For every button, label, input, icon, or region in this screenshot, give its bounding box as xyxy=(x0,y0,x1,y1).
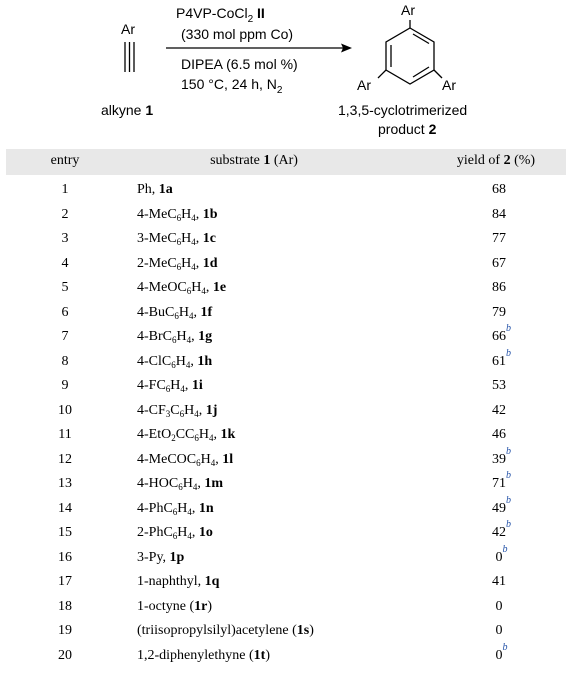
cell-yield: 66 b xyxy=(492,323,511,344)
catalyst-label: P4VP-CoCl$_2$ II xyxy=(176,5,265,25)
base-label: DIPEA (6.5 mol %) xyxy=(181,56,298,72)
cell-substrate: $4-BuC_6H_4$, 1f xyxy=(137,304,213,321)
cell-entry: 5 xyxy=(61,280,69,295)
cell-entry: 12 xyxy=(58,451,72,467)
cell-yield: 0 xyxy=(495,598,503,614)
header-yield: yield of 2 (%) xyxy=(456,153,536,168)
footnote-marker: b xyxy=(502,641,508,653)
cell-substrate: $4-ClC_6H_4$, 1h xyxy=(137,353,213,370)
cell-yield: 42 b xyxy=(492,519,511,540)
cell-entry: 8 xyxy=(61,353,69,369)
table-row xyxy=(6,373,566,398)
table-row xyxy=(6,520,566,545)
cell-substrate: $2-MeC_6H_4$, 1d xyxy=(137,255,218,272)
table-row xyxy=(6,422,566,447)
cell-yield: 84 xyxy=(492,206,506,222)
cell-substrate: $4-EtO_2CC_6H_4$, 1k xyxy=(137,427,236,443)
table-row xyxy=(6,349,566,374)
cell-yield: 77 xyxy=(492,231,506,246)
table-row xyxy=(6,251,566,276)
cell-yield: 86 xyxy=(492,280,506,295)
table-row xyxy=(6,275,566,300)
cell-substrate: $4-MeC_6H_4$, 1b xyxy=(137,206,218,223)
product-ar-left: Ar xyxy=(357,77,371,93)
cell-substrate: $2-PhC_6H_4$, 1o xyxy=(137,525,213,541)
table-row xyxy=(6,471,566,496)
header-substrate: substrate 1 (Ar) xyxy=(210,153,298,168)
catalyst-loading: (330 mol ppm Co) xyxy=(181,26,294,42)
cell-substrate: $3-MeC_6H_4$, 1c xyxy=(137,231,217,247)
cell-yield: 68 xyxy=(492,182,506,197)
alkyne-label: alkyne 1 xyxy=(101,102,154,118)
cell-yield: 0 b xyxy=(495,641,508,663)
table-row xyxy=(6,569,566,594)
cell-entry: 6 xyxy=(61,304,69,320)
cell-substrate: $4-BrC_6H_4$, 1g xyxy=(137,329,213,345)
footnote-marker: b xyxy=(506,445,511,457)
cell-entry: 9 xyxy=(61,378,69,393)
table-row xyxy=(6,300,566,325)
table-row xyxy=(6,496,566,521)
cell-yield: 41 xyxy=(492,574,506,589)
cell-substrate: $4-CF_3C_6H_4$, 1j xyxy=(137,402,218,419)
footnote-marker: b xyxy=(506,494,511,506)
cell-entry: 2 xyxy=(61,206,69,222)
cell-yield: 49 b xyxy=(492,494,511,516)
cell-entry: 19 xyxy=(58,623,72,638)
cell-substrate: $4-PhC_6H_4$, 1n xyxy=(137,500,214,517)
cell-entry: 13 xyxy=(58,476,72,491)
cell-substrate: $4-FC_6H_4$, 1i xyxy=(137,378,203,394)
cell-yield: 61 b xyxy=(492,347,511,369)
cell-yield: 39 b xyxy=(492,445,511,467)
cell-entry: 7 xyxy=(61,329,69,344)
cell-entry: 14 xyxy=(58,500,72,516)
product-label-line2: product 2 xyxy=(378,121,437,137)
cell-entry: 20 xyxy=(58,647,72,663)
header-entry: entry xyxy=(50,153,80,168)
table-body xyxy=(6,177,566,667)
table-row xyxy=(6,545,566,570)
cell-entry: 18 xyxy=(58,598,72,614)
alkyne-ar-label: Ar xyxy=(121,21,135,37)
cell-yield: 0 xyxy=(495,623,503,638)
triple-bond xyxy=(125,42,134,72)
cell-substrate: $4-MeCOC_6H_4$, 1l xyxy=(137,451,234,468)
product-ar-right: Ar xyxy=(442,77,456,93)
product-ar-top: Ar xyxy=(401,2,415,18)
cell-substrate: $4-HOC_6H_4$, 1m xyxy=(137,476,224,492)
cell-substrate: 3-Py, 1p xyxy=(137,549,185,565)
cell-entry: 10 xyxy=(58,402,72,418)
cell-substrate: Ph, 1a xyxy=(137,182,173,197)
footnote-marker: b xyxy=(506,519,511,530)
table-row xyxy=(6,447,566,472)
table-row xyxy=(6,594,566,619)
cell-yield: 79 xyxy=(492,304,506,320)
footnote-marker: b xyxy=(502,543,508,555)
cell-yield: 42 xyxy=(492,402,506,418)
footnote-marker: b xyxy=(506,470,511,481)
temperature-label: 150 °C, 24 h, $N_2$ xyxy=(181,76,283,96)
table-row xyxy=(6,177,566,202)
table-row xyxy=(6,398,566,423)
table-row xyxy=(6,226,566,251)
cell-entry: 3 xyxy=(61,231,69,246)
table-header xyxy=(6,149,566,175)
cell-yield: 0 b xyxy=(495,543,508,565)
cell-substrate: 1,2-diphenylethyne (1t) xyxy=(137,647,270,663)
cell-entry: 4 xyxy=(61,255,69,271)
cell-entry: 17 xyxy=(58,574,72,589)
footnote-marker: b xyxy=(506,323,511,334)
cell-yield: 67 xyxy=(492,255,506,271)
cell-yield: 71 b xyxy=(492,470,511,491)
cell-yield: 53 xyxy=(492,378,506,393)
cell-substrate: $4-MeOC_6H_4$, 1e xyxy=(137,280,227,296)
cell-entry: 15 xyxy=(58,525,72,540)
cell-entry: 16 xyxy=(58,549,72,565)
cell-entry: 1 xyxy=(61,182,69,197)
reaction-scheme xyxy=(0,0,569,145)
footnote-marker: b xyxy=(506,347,511,359)
table-row xyxy=(6,324,566,349)
cell-yield: 46 xyxy=(492,427,506,442)
cell-substrate: 1-octyne (1r) xyxy=(137,598,213,614)
cell-substrate: (triisopropylsilyl)acetylene (1s) xyxy=(137,623,314,638)
benzene-ring xyxy=(378,20,442,84)
cell-entry: 11 xyxy=(58,427,72,442)
table-row xyxy=(6,202,566,227)
table-row xyxy=(6,618,566,643)
cell-substrate: 1-naphthyl, 1q xyxy=(137,574,220,589)
product-label-line1: 1,3,5-cyclotrimerized xyxy=(338,102,468,118)
table-row xyxy=(6,643,566,668)
